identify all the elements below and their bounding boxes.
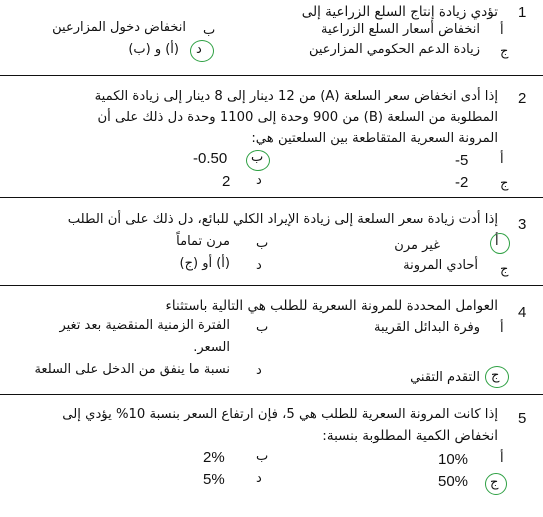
- option-d-text: (أ) أو (ج): [179, 256, 230, 271]
- divider: [0, 75, 543, 76]
- option-b-letter[interactable]: ب: [256, 236, 269, 251]
- option-c-letter[interactable]: ج: [500, 44, 509, 59]
- option-b-text: مرن تماماً: [176, 234, 230, 249]
- option-a-letter[interactable]: أ: [495, 234, 499, 249]
- question-number: 2: [518, 90, 527, 107]
- option-d-text: 2: [222, 173, 231, 190]
- question-text-line-1: إذا كانت المرونة السعرية للطلب هي 5، فإن ارتفاع السعر بنسبة 10% يؤدي إلى: [62, 407, 498, 422]
- question-number: 5: [518, 410, 527, 427]
- option-c-text: التقدم التقني: [410, 370, 480, 385]
- question-text-line-2: انخفاض الكمية المطلوبة بنسبة:: [322, 428, 498, 444]
- option-d-text: 5%: [203, 471, 225, 488]
- option-d-letter[interactable]: د: [256, 363, 262, 378]
- divider: [0, 394, 543, 395]
- option-b-text-line-2: السعر.: [193, 340, 230, 355]
- option-d-letter[interactable]: د: [256, 471, 262, 486]
- option-c-text: زيادة الدعم الحكومي المزارعين: [308, 42, 480, 57]
- option-d-text: نسبة ما ينفق من الدخل على السلعة: [34, 362, 230, 377]
- option-a-letter[interactable]: أ: [500, 23, 504, 38]
- option-b-letter[interactable]: ب: [251, 150, 264, 165]
- option-c-letter[interactable]: ج: [500, 176, 509, 191]
- option-a-text: غير مرن: [394, 238, 440, 253]
- question-text-line-2: المطلوبة من السلعة (B) من 900 وحدة إلى 1100 وحدة دل ذلك على أن: [97, 110, 498, 125]
- option-b-letter[interactable]: ب: [256, 320, 269, 335]
- divider: [0, 285, 543, 286]
- option-c-letter[interactable]: ج: [491, 368, 500, 383]
- answer-circle-icon: [490, 233, 510, 254]
- option-d-text: (أ) و (ب): [128, 42, 179, 57]
- option-a-text: -5: [455, 152, 469, 169]
- option-b-letter[interactable]: ب: [256, 449, 269, 464]
- option-a-letter[interactable]: أ: [500, 321, 504, 336]
- option-b-text-line-1: الفترة الزمنية المنقضية بعد تغير: [59, 318, 230, 333]
- option-a-letter[interactable]: أ: [500, 152, 504, 167]
- option-c-text: أحادي المرونة: [403, 258, 478, 273]
- option-a-text: 10%: [438, 451, 469, 468]
- divider: [0, 197, 543, 198]
- question-text: تؤدي زيادة إنتاج السلع الزراعية إلى: [301, 4, 498, 20]
- option-c-text: 50%: [438, 473, 469, 490]
- question-number: 1: [518, 4, 527, 21]
- answer-circle-icon: [190, 40, 214, 62]
- option-c-letter[interactable]: ج: [490, 475, 499, 490]
- option-b-text: 2%: [203, 449, 225, 466]
- question-text-line-1: إذا أدى انخفاض سعر السلعة (A) من 12 دينار إلى 8 دينار إلى زيادة الكمية: [94, 89, 498, 104]
- question-number: 4: [518, 304, 527, 321]
- option-a-text: وفرة البدائل القريبة: [374, 320, 480, 335]
- question-number: 3: [518, 216, 527, 233]
- question-text: إذا أدت زيادة سعر السلعة إلى زيادة الإيراد الكلي للبائع، دل ذلك على أن الطلب: [67, 212, 498, 227]
- option-d-letter[interactable]: د: [196, 42, 202, 57]
- option-a-letter[interactable]: أ: [500, 451, 504, 466]
- option-b-text: انخفاض دخول المزارعين: [52, 20, 186, 35]
- option-a-text: انخفاض أسعار السلع الزراعية: [321, 22, 480, 37]
- question-text: العوامل المحددة للمرونة السعرية للطلب هي التالية باستثناء: [165, 298, 498, 314]
- option-b-text: -0.50: [193, 150, 228, 167]
- question-text-line-3: المرونة السعرية المتقاطعة بين السلعتين هي:: [251, 131, 498, 146]
- option-c-letter[interactable]: ج: [500, 262, 509, 277]
- option-d-letter[interactable]: د: [256, 258, 262, 273]
- option-c-text: -2: [455, 174, 469, 191]
- option-b-letter[interactable]: ب: [203, 23, 216, 38]
- option-d-letter[interactable]: د: [256, 173, 262, 188]
